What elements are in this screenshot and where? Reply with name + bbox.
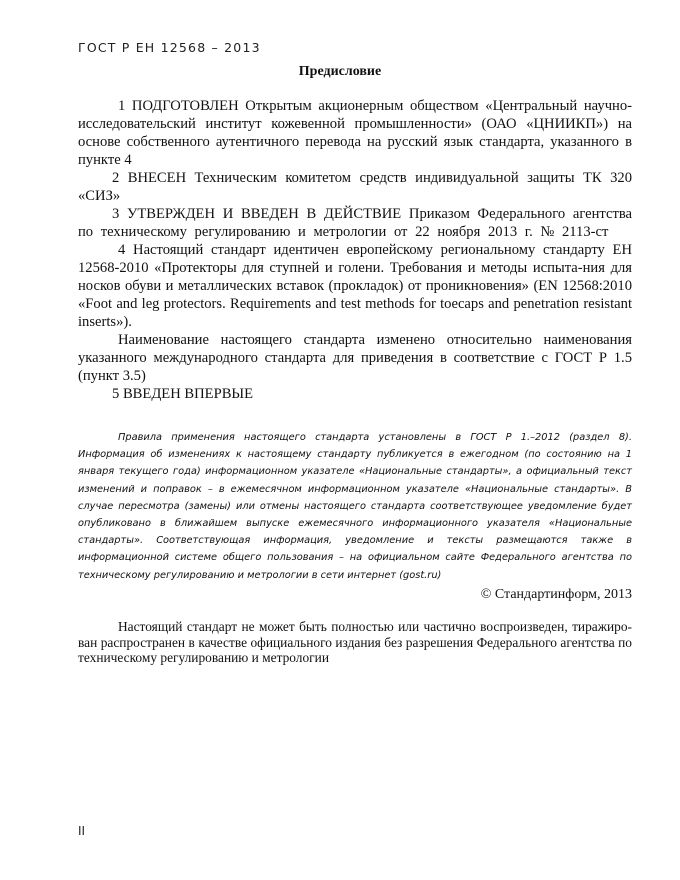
rules-notice-block: [78, 429, 632, 584]
paragraph-prepared: 1 ПОДГОТОВЛЕН Открытым акционерным обществом «Центральный научно-исследовательский институт кожевенной промышленности» (ОАО «ЦНИИКП») на основе собственного аутентичного перевода на русский язык стандарта, указанного в пункте 4: [78, 98, 632, 168]
paragraph-first-introduced: 5 ВВЕДЕН ВПЕРВЫЕ: [112, 386, 254, 402]
rules-notice-text: Правила применения настоящего стандарта установлены в ГОСТ Р 1.–2012 (раздел 8). Информация об изменениях к настоящему стандарту публикуется в ежегодном (по состоянию на 1 января текущего года) информационном указателе «Национальные стандарты», а официальный текст изменений и поправок – в ежемесячном информационном указателе «Национальные стандарты». В случае пересмотра (замены) или отмены настоящего стандарта соответствующее уведомление будет опубликовано в ближайшем выпуске ежемесячного информационного указателя «Национальные стандарты». Соответствующая информация, уведомление и тексты размещаются также в информационной системе общего пользования – на официальном сайте Федерального агентства по техническому регулированию и метрологии в сети интернет (gost.ru): [78, 432, 632, 581]
paragraph-name-changed: Наименование настоящего стандарта изменено относительно наименования указанного международного стандарта для приведения в соответствие с ГОСТ Р 1.5 (пункт 3.5): [78, 332, 632, 384]
foreword-body: [78, 97, 632, 403]
reproduction-notice-block: [78, 619, 632, 666]
standard-code-header: ГОСТ Р ЕН 12568 – 2013: [78, 40, 261, 55]
page-number: II: [78, 824, 86, 838]
reproduction-notice-text: Настоящий стандарт не может быть полностью или частично воспроизведен, тиражиро-ван распространен в качестве официального издания без разрешения Федерального агентства по техническому регулированию и метрологии: [78, 619, 632, 665]
page-title: Предисловие: [298, 64, 382, 79]
paragraph-introduced: 2 ВНЕСЕН Техническим комитетом средств индивидуальной защиты ТК 320 «СИЗ»: [78, 170, 632, 204]
paragraph-approved: 3 УТВЕРЖДЕН И ВВЕДЕН В ДЕЙСТВИЕ Приказом Федерального агентства по техническому регулированию и метрологии от 22 ноября 2013 г. № 2113-ст: [78, 206, 632, 240]
copyright-line: © Стандартинформ, 2013: [480, 587, 632, 602]
paragraph-identical: 4 Настоящий стандарт идентичен европейскому региональному стандарту ЕН 12568-2010 «Протекторы для ступней и голени. Требования и методы испыта-ния для носков обуви и металлических вставок (прокладок) от проникновения» (EN 12568:2010 «Foot and leg protectors. Requirements and test methods for toecaps and penetration resistant inserts»).: [78, 242, 632, 330]
